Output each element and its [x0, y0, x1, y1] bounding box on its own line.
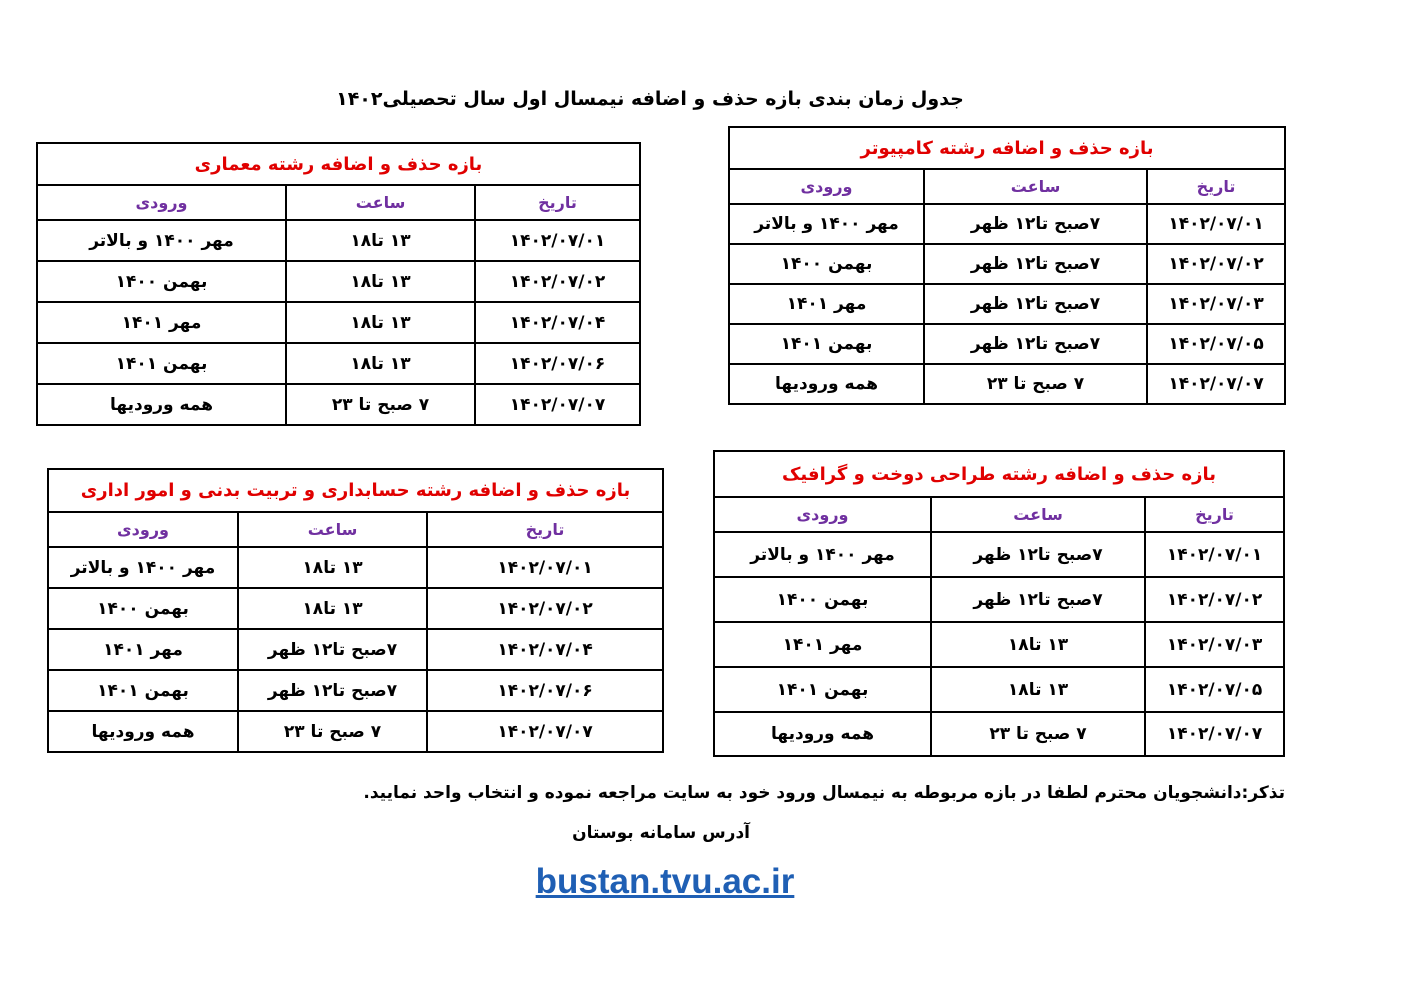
- entry-cell: بهمن ۱۴۰۱: [714, 667, 931, 712]
- table-caption: بازه حذف و اضافه رشته کامپیوتر: [729, 127, 1285, 169]
- header-time: ساعت: [931, 497, 1145, 532]
- table-row: [729, 284, 1285, 324]
- table-caption: بازه حذف و اضافه رشته معماری: [37, 143, 640, 185]
- header-entry: ورودی: [714, 497, 931, 532]
- time-cell: ۱۳ تا۱۸: [286, 302, 475, 343]
- student-notice: تذکر:دانشجویان محترم لطفا در بازه مربوطه به نیمسال ورود خود به سایت مراجعه نموده و انتخاب واحد نمایید.: [363, 783, 1285, 803]
- header-entry: ورودی: [37, 185, 286, 220]
- entry-cell: مهر ۱۴۰۰ و بالاتر: [48, 547, 238, 588]
- time-cell: ۷صبح تا۱۲ ظهر: [924, 204, 1147, 244]
- table-row: [48, 629, 663, 670]
- entry-cell: مهر ۱۴۰۱: [48, 629, 238, 670]
- table-row: [714, 712, 1284, 756]
- date-cell: ۱۴۰۲/۰۷/۰۲: [1147, 244, 1285, 284]
- table-row: [37, 261, 640, 302]
- table-row: [714, 532, 1284, 577]
- table-caption: بازه حذف و اضافه رشته حسابداری و تربیت بدنی و امور اداری: [48, 469, 663, 512]
- date-cell: ۱۴۰۲/۰۷/۰۲: [427, 588, 663, 629]
- date-cell: ۱۴۰۲/۰۷/۰۲: [1145, 577, 1284, 622]
- date-cell: ۱۴۰۲/۰۷/۰۷: [1147, 364, 1285, 404]
- date-cell: ۱۴۰۲/۰۷/۰۲: [475, 261, 640, 302]
- time-cell: ۷صبح تا۱۲ ظهر: [238, 670, 427, 711]
- entry-cell: مهر ۱۴۰۱: [37, 302, 286, 343]
- table-row: [48, 547, 663, 588]
- table-row: [37, 343, 640, 384]
- time-cell: ۱۳ تا۱۸: [286, 343, 475, 384]
- entry-cell: مهر ۱۴۰۱: [714, 622, 931, 667]
- date-cell: ۱۴۰۲/۰۷/۰۷: [1145, 712, 1284, 756]
- table-row: [48, 670, 663, 711]
- header-time: ساعت: [286, 185, 475, 220]
- date-cell: ۱۴۰۲/۰۷/۰۳: [1145, 622, 1284, 667]
- time-cell: ۱۳ تا۱۸: [238, 588, 427, 629]
- table-row: [48, 588, 663, 629]
- entry-cell: مهر ۱۴۰۰ و بالاتر: [714, 532, 931, 577]
- time-cell: ۷ صبح تا ۲۳: [931, 712, 1145, 756]
- date-cell: ۱۴۰۲/۰۷/۰۷: [427, 711, 663, 752]
- entry-cell: همه ورودیها: [714, 712, 931, 756]
- header-entry: ورودی: [48, 512, 238, 547]
- header-time: ساعت: [924, 169, 1147, 204]
- date-cell: ۱۴۰۲/۰۷/۰۶: [427, 670, 663, 711]
- date-cell: ۱۴۰۲/۰۷/۰۱: [475, 220, 640, 261]
- date-cell: ۱۴۰۲/۰۷/۰۳: [1147, 284, 1285, 324]
- header-time: ساعت: [238, 512, 427, 547]
- entry-cell: مهر ۱۴۰۰ و بالاتر: [729, 204, 924, 244]
- entry-cell: بهمن ۱۴۰۰: [714, 577, 931, 622]
- date-cell: ۱۴۰۲/۰۷/۰۱: [1147, 204, 1285, 244]
- header-date: تاریخ: [1147, 169, 1285, 204]
- time-cell: ۷صبح تا۱۲ ظهر: [238, 629, 427, 670]
- entry-cell: همه ورودیها: [48, 711, 238, 752]
- time-cell: ۱۳ تا۱۸: [286, 220, 475, 261]
- website-link[interactable]: bustan.tvu.ac.ir: [535, 862, 795, 901]
- time-cell: ۱۳ تا۱۸: [238, 547, 427, 588]
- table-row: [729, 244, 1285, 284]
- table-row: [48, 711, 663, 752]
- time-cell: ۷صبح تا۱۲ ظهر: [924, 244, 1147, 284]
- entry-cell: بهمن ۱۴۰۰: [37, 261, 286, 302]
- table-row: [729, 364, 1285, 404]
- accounting-schedule-table: [47, 468, 664, 753]
- time-cell: ۷ صبح تا ۲۳: [238, 711, 427, 752]
- header-date: تاریخ: [475, 185, 640, 220]
- entry-cell: بهمن ۱۴۰۱: [729, 324, 924, 364]
- table-row: [714, 622, 1284, 667]
- entry-cell: بهمن ۱۴۰۰: [729, 244, 924, 284]
- computer-schedule-table: [728, 126, 1286, 405]
- time-cell: ۷صبح تا۱۲ ظهر: [924, 284, 1147, 324]
- time-cell: ۷صبح تا۱۲ ظهر: [931, 532, 1145, 577]
- table-row: [729, 204, 1285, 244]
- date-cell: ۱۴۰۲/۰۷/۰۶: [475, 343, 640, 384]
- entry-cell: همه ورودیها: [729, 364, 924, 404]
- time-cell: ۷ صبح تا ۲۳: [286, 384, 475, 425]
- architecture-schedule-table: [36, 142, 641, 426]
- header-date: تاریخ: [1145, 497, 1284, 532]
- time-cell: ۱۳ تا۱۸: [931, 622, 1145, 667]
- table-row: [714, 667, 1284, 712]
- entry-cell: بهمن ۱۴۰۱: [48, 670, 238, 711]
- entry-cell: مهر ۱۴۰۰ و بالاتر: [37, 220, 286, 261]
- table-row: [37, 302, 640, 343]
- date-cell: ۱۴۰۲/۰۷/۰۱: [427, 547, 663, 588]
- time-cell: ۷صبح تا۱۲ ظهر: [924, 324, 1147, 364]
- page-title: جدول زمان بندی بازه حذف و اضافه نیمسال اول سال تحصیلی۱۴۰۲: [336, 88, 964, 110]
- address-label: آدرس سامانه بوستان: [572, 823, 750, 843]
- time-cell: ۱۳ تا۱۸: [931, 667, 1145, 712]
- table-row: [714, 577, 1284, 622]
- date-cell: ۱۴۰۲/۰۷/۰۴: [427, 629, 663, 670]
- entry-cell: مهر ۱۴۰۱: [729, 284, 924, 324]
- design-schedule-table: [713, 450, 1285, 757]
- date-cell: ۱۴۰۲/۰۷/۰۱: [1145, 532, 1284, 577]
- header-entry: ورودی: [729, 169, 924, 204]
- date-cell: ۱۴۰۲/۰۷/۰۴: [475, 302, 640, 343]
- table-caption: بازه حذف و اضافه رشته طراحی دوخت و گرافیک: [714, 451, 1284, 497]
- date-cell: ۱۴۰۲/۰۷/۰۷: [475, 384, 640, 425]
- date-cell: ۱۴۰۲/۰۷/۰۵: [1147, 324, 1285, 364]
- table-row: [37, 384, 640, 425]
- date-cell: ۱۴۰۲/۰۷/۰۵: [1145, 667, 1284, 712]
- table-row: [37, 220, 640, 261]
- entry-cell: بهمن ۱۴۰۱: [37, 343, 286, 384]
- time-cell: ۷ صبح تا ۲۳: [924, 364, 1147, 404]
- header-date: تاریخ: [427, 512, 663, 547]
- time-cell: ۱۳ تا۱۸: [286, 261, 475, 302]
- entry-cell: همه ورودیها: [37, 384, 286, 425]
- time-cell: ۷صبح تا۱۲ ظهر: [931, 577, 1145, 622]
- table-row: [729, 324, 1285, 364]
- entry-cell: بهمن ۱۴۰۰: [48, 588, 238, 629]
